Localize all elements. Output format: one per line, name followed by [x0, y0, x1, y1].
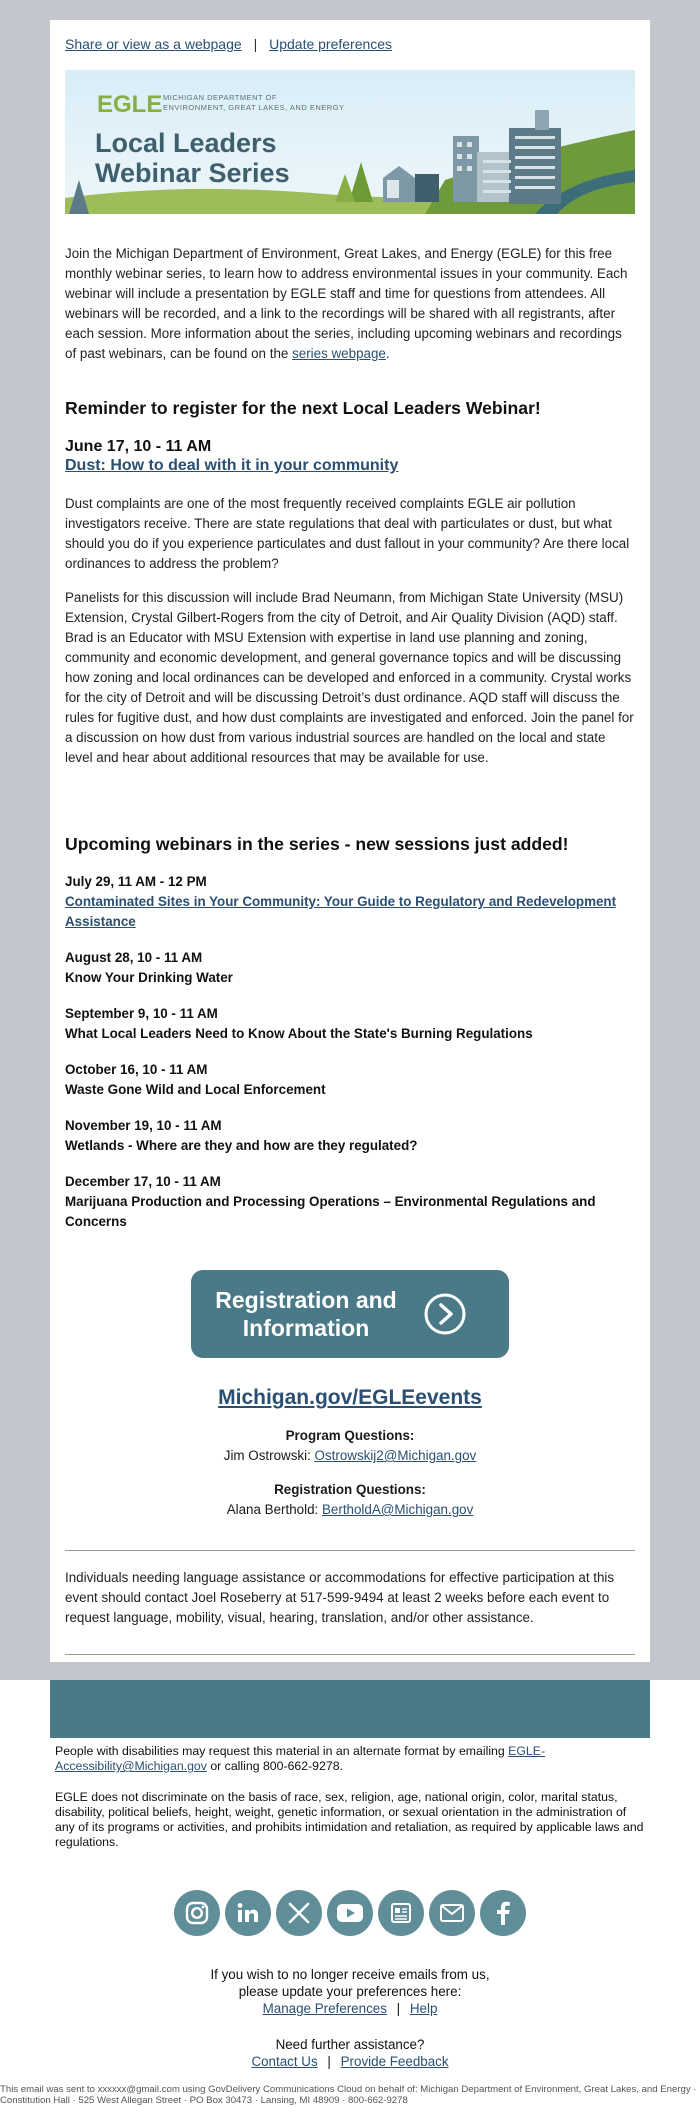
logo-text: EGLE	[97, 91, 163, 118]
contact-us-link[interactable]: Contact Us	[251, 2054, 318, 2069]
accessibility-email-link[interactable]: EGLE-Accessibility@Michigan.gov	[55, 1744, 546, 1773]
pipe-separator: |	[327, 2054, 331, 2069]
upcoming-title: Waste Gone Wild and Local Enforcement	[65, 1082, 326, 1097]
upcoming-date: December 17, 10 - 11 AM	[65, 1174, 221, 1189]
top-links-separator: |	[253, 36, 258, 52]
registration-button-label: Registration and Information	[215, 1287, 397, 1341]
program-contact-name: Jim Ostrowski:	[223, 1448, 315, 1463]
program-questions	[50, 1426, 650, 1466]
nondiscrimination-notice: EGLE does not discriminate on the basis of race, sex, religion, age, national origin, color, marital status, disability, political beliefs, height, weight, genetic information, or sexual orientation in the administration of any of its programs or activities, and prohibits intimidation and retaliation, as required by applicable laws and regulations.	[55, 1790, 644, 1849]
youtube-icon[interactable]	[327, 1890, 373, 1936]
registration-contact-name: Alana Berthold:	[226, 1502, 322, 1517]
x-icon[interactable]	[276, 1890, 322, 1936]
svg-text:MICHIGAN DEPARTMENT OF: MICHIGAN DEPARTMENT OF	[163, 93, 277, 102]
webinar-description-2: Panelists for this discussion will include Brad Neumann, from Michigan State University (MSU) Extension, Crystal Gilbert-Rogers from the city of Detroit, and Air Quality Division (AQD) staff. Brad is an Educator with MSU Extension with expertise in land use planning and zoning, community and economic development, and general governance topics and will be discussing how zoning and local ordinances can be developed and enforced in a community. Crystal works for the city of Detroit and will be discussing Detroit’s dust ordinance. AQD staff will discuss the rules for fugitive dust, and how dust complaints are investigated and enforced. Join the panel for a discussion on how dust from various industrial sources are handled on the local and state level and hear about additional resources that may be available for use.	[65, 590, 634, 765]
assistance-text: Need further assistance?	[275, 2037, 425, 2052]
svg-text:Local Leaders: Local Leaders	[95, 128, 277, 158]
accommodation-notice: Individuals needing language assistance or accommodations for effective participation at this event should contact Joel Roseberry at 517-599-9494 at least 2 weeks before each event to request language, mobility, visual, hearing, translation, and/or other assistance.	[65, 1570, 615, 1625]
program-contact-email-link[interactable]: Ostrowskij2@Michigan.gov	[314, 1448, 477, 1463]
upcoming-title: What Local Leaders Need to Know About the State's Burning Regulations	[65, 1026, 533, 1041]
upcoming-item	[65, 872, 635, 932]
registration-questions-heading: Registration Questions:	[274, 1482, 426, 1497]
upcoming-item	[65, 1172, 635, 1232]
registration-button[interactable]	[191, 1270, 509, 1358]
next-webinar-date: June 17, 10 - 11 AM	[65, 438, 212, 455]
registration-questions	[50, 1480, 650, 1520]
upcoming-title: Marijuana Production and Processing Operations – Environmental Regulations and Concerns	[65, 1194, 596, 1229]
linkedin-icon[interactable]	[225, 1890, 271, 1936]
newsletter-icon[interactable]	[378, 1890, 424, 1936]
upcoming-title-link[interactable]: Contaminated Sites in Your Community: Your Guide to Regulatory and Redevelopment Assistance	[65, 894, 617, 929]
upcoming-date: November 19, 10 - 11 AM	[65, 1118, 222, 1133]
intro-paragraph: Join the Michigan Department of Environment, Great Lakes, and Energy (EGLE) for this free monthly webinar series, to learn how to address environmental issues in your community. Each webinar will include a presentation by EGLE staff and time for questions from attendees. All webinars will be recorded, and a link to the recordings will be shared with all registrants, after each session. More information about the series, including upcoming webinars and recordings of past webinars, can be found on the series webpage.	[65, 246, 628, 361]
upcoming-item	[65, 1004, 635, 1044]
share-webpage-link[interactable]: Share or view as a webpage	[65, 36, 242, 52]
svg-text:ENVIRONMENT, GREAT LAKES, AND: ENVIRONMENT, GREAT LAKES, AND ENERGY	[163, 103, 345, 112]
upcoming-date: October 16, 10 - 11 AM	[65, 1062, 208, 1077]
upcoming-title: Know Your Drinking Water	[65, 970, 233, 985]
upcoming-date: July 29, 11 AM - 12 PM	[65, 874, 207, 889]
email-icon[interactable]	[429, 1890, 475, 1936]
upcoming-item	[65, 1060, 635, 1100]
pipe-separator: |	[396, 2001, 401, 2016]
series-webpage-link[interactable]: series webpage	[292, 346, 386, 361]
upcoming-date: September 9, 10 - 11 AM	[65, 1006, 218, 1021]
assistance-section	[0, 2036, 700, 2070]
social-links	[174, 1890, 534, 1940]
upcoming-date: August 28, 10 - 11 AM	[65, 950, 203, 965]
disability-notice: People with disabilities may request this material in an alternate format by emailing EGLE-Accessibility@Michigan.gov or calling 800-662-9278.	[55, 1744, 546, 1773]
upcoming-item	[65, 948, 635, 988]
reminder-heading: Reminder to register for the next Local Leaders Webinar!	[65, 398, 541, 418]
divider	[65, 1550, 635, 1551]
update-preferences-link[interactable]: Update preferences	[269, 36, 393, 52]
email-card	[50, 20, 650, 1662]
unsubscribe-text-2: please update your preferences here:	[238, 1984, 462, 1999]
facebook-icon[interactable]	[480, 1890, 526, 1936]
next-webinar-title-link[interactable]: Dust: How to deal with it in your community	[65, 457, 399, 474]
webinar-description-1: Dust complaints are one of the most frequently received complaints EGLE air pollution investigators receive. There are state regulations that deal with particulates or dust, but what should you do if you experience particulates and dust fallout in your community? Are there local ordinances to address the problem?	[65, 496, 630, 571]
footer-band	[50, 1680, 650, 1738]
upcoming-list	[65, 872, 635, 1248]
help-link[interactable]: Help	[409, 2001, 438, 2016]
top-links	[65, 36, 392, 52]
chevron-right-icon	[423, 1292, 467, 1336]
upcoming-title: Wetlands - Where are they and how are they regulated?	[65, 1138, 418, 1153]
svg-text:Webinar Series: Webinar Series	[95, 158, 290, 188]
egle-events-link[interactable]: Michigan.gov/EGLEevents	[218, 1386, 482, 1409]
unsubscribe-text-1: If you wish to no longer receive emails from us,	[210, 1967, 490, 1982]
unsubscribe-section	[0, 1966, 700, 2017]
provide-feedback-link[interactable]: Provide Feedback	[340, 2054, 449, 2069]
upcoming-item	[65, 1116, 635, 1156]
registration-contact-email-link[interactable]: BertholdA@Michigan.gov	[321, 1502, 474, 1517]
banner-image	[65, 70, 635, 214]
instagram-icon[interactable]	[174, 1890, 220, 1936]
program-questions-heading: Program Questions:	[285, 1428, 415, 1443]
manage-preferences-link[interactable]: Manage Preferences	[262, 2001, 387, 2016]
divider	[65, 1654, 635, 1655]
sent-notice: This email was sent to xxxxxx@gmail.com using GovDelivery Communications Cloud on behalf of: Michigan Department of Environment, Great Lakes, and Energy · Constitution Hall · 525 West Allegan Street · PO Box 30473 · Lansing, MI 48909 · 800-662-9278	[0, 2084, 697, 2106]
upcoming-heading: Upcoming webinars in the series - new sessions just added!	[65, 834, 569, 854]
